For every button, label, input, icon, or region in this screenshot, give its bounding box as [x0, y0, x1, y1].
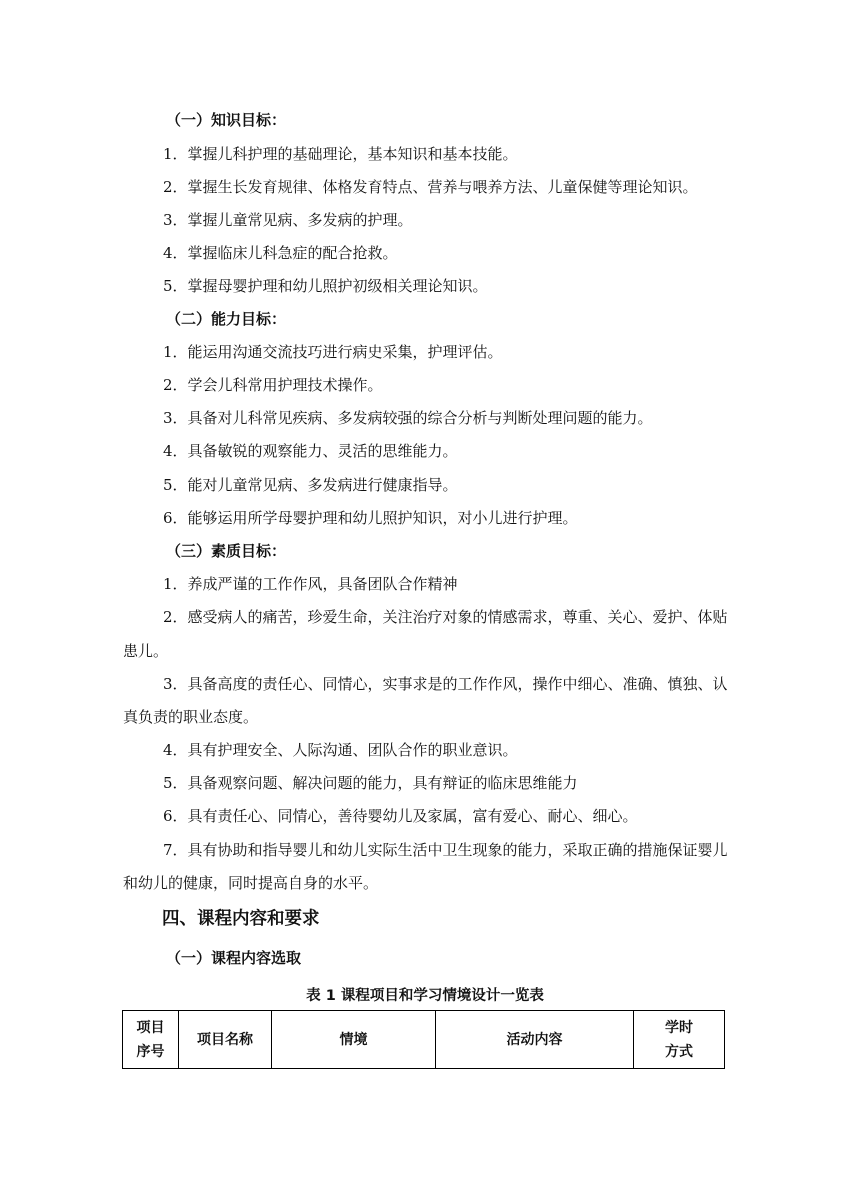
- quality-item-2-cont: 患儿。: [123, 642, 169, 660]
- quality-item-2: 2．感受病人的痛苦，珍爱生命，关注治疗对象的情感需求，尊重、关心、爱护、体贴: [163, 608, 728, 626]
- header-hours-mode-line-2: 方式: [665, 1043, 693, 1060]
- table-header-row: [123, 1011, 725, 1069]
- header-activity-text: 活动内容: [506, 1031, 563, 1048]
- header-hours-mode: [634, 1011, 725, 1069]
- knowledge-item-2: 2．掌握生长发育规律、体格发育特点、营养与喂养方法、儿童保健等理论知识。: [163, 178, 698, 196]
- header-activity: [436, 1011, 634, 1069]
- ability-item-2: 2．学会儿科常用护理技术操作。: [163, 376, 383, 394]
- header-item-name: [179, 1011, 272, 1069]
- ability-item-4: 4．具备敏锐的观察能力、灵活的思维能力。: [163, 442, 458, 460]
- header-item-number-line-1: 项目: [136, 1019, 165, 1036]
- quality-item-7-cont: 和幼儿的健康，同时提高自身的水平。: [123, 874, 379, 892]
- ability-item-3: 3．具备对儿科常见疾病、多发病较强的综合分析与判断处理问题的能力。: [163, 409, 653, 427]
- ability-item-6: 6．能够运用所学母婴护理和幼儿照护知识，对小儿进行护理。: [163, 509, 578, 527]
- quality-item-3: 3．具备高度的责任心、同情心，实事求是的工作作风，操作中细心、准确、慎独、认: [163, 675, 728, 693]
- sub-heading: （一）课程内容选取: [166, 949, 302, 967]
- quality-item-6: 6．具有责任心、同情心，善待婴幼儿及家属，富有爱心、耐心、细心。: [163, 807, 638, 825]
- knowledge-item-3: 3．掌握儿童常见病、多发病的护理。: [163, 211, 413, 229]
- header-item-name-text: 项目名称: [197, 1031, 253, 1048]
- header-hours-mode-line-1: 学时: [665, 1019, 693, 1036]
- knowledge-heading: （一）知识目标：: [166, 111, 287, 129]
- quality-item-5: 5．具备观察问题、解决问题的能力，具有辩证的临床思维能力: [163, 774, 578, 792]
- header-scenario-text: 情境: [339, 1031, 368, 1048]
- header-scenario: [272, 1011, 436, 1069]
- quality-item-4: 4．具有护理安全、人际沟通、团队合作的职业意识。: [163, 741, 518, 759]
- ability-item-1: 1．能运用沟通交流技巧进行病史采集，护理评估。: [163, 343, 503, 361]
- table-caption: 表 1 课程项目和学习情境设计一览表: [306, 988, 544, 1004]
- header-item-number-line-2: 序号: [136, 1043, 165, 1060]
- quality-item-7: 7．具有协助和指导婴儿和幼儿实际生活中卫生现象的能力，采取正确的措施保证婴儿: [163, 841, 728, 859]
- knowledge-item-1: 1．掌握儿科护理的基础理论，基本知识和基本技能。: [163, 145, 518, 163]
- knowledge-item-5: 5．掌握母婴护理和幼儿照护初级相关理论知识。: [163, 277, 488, 295]
- quality-item-1: 1．养成严谨的工作作风，具备团队合作精神: [163, 575, 458, 593]
- quality-heading: （三）素质目标：: [166, 542, 287, 560]
- ability-item-5: 5．能对儿童常见病、多发病进行健康指导。: [163, 476, 458, 494]
- header-item-number: [123, 1011, 179, 1069]
- chapter-heading: 四、课程内容和要求: [162, 909, 320, 929]
- course-table: [122, 1010, 725, 1069]
- quality-item-3-cont: 真负责的职业态度。: [123, 708, 259, 726]
- knowledge-item-4: 4．掌握临床儿科急症的配合抢救。: [163, 244, 398, 262]
- ability-heading: （二）能力目标：: [166, 310, 287, 328]
